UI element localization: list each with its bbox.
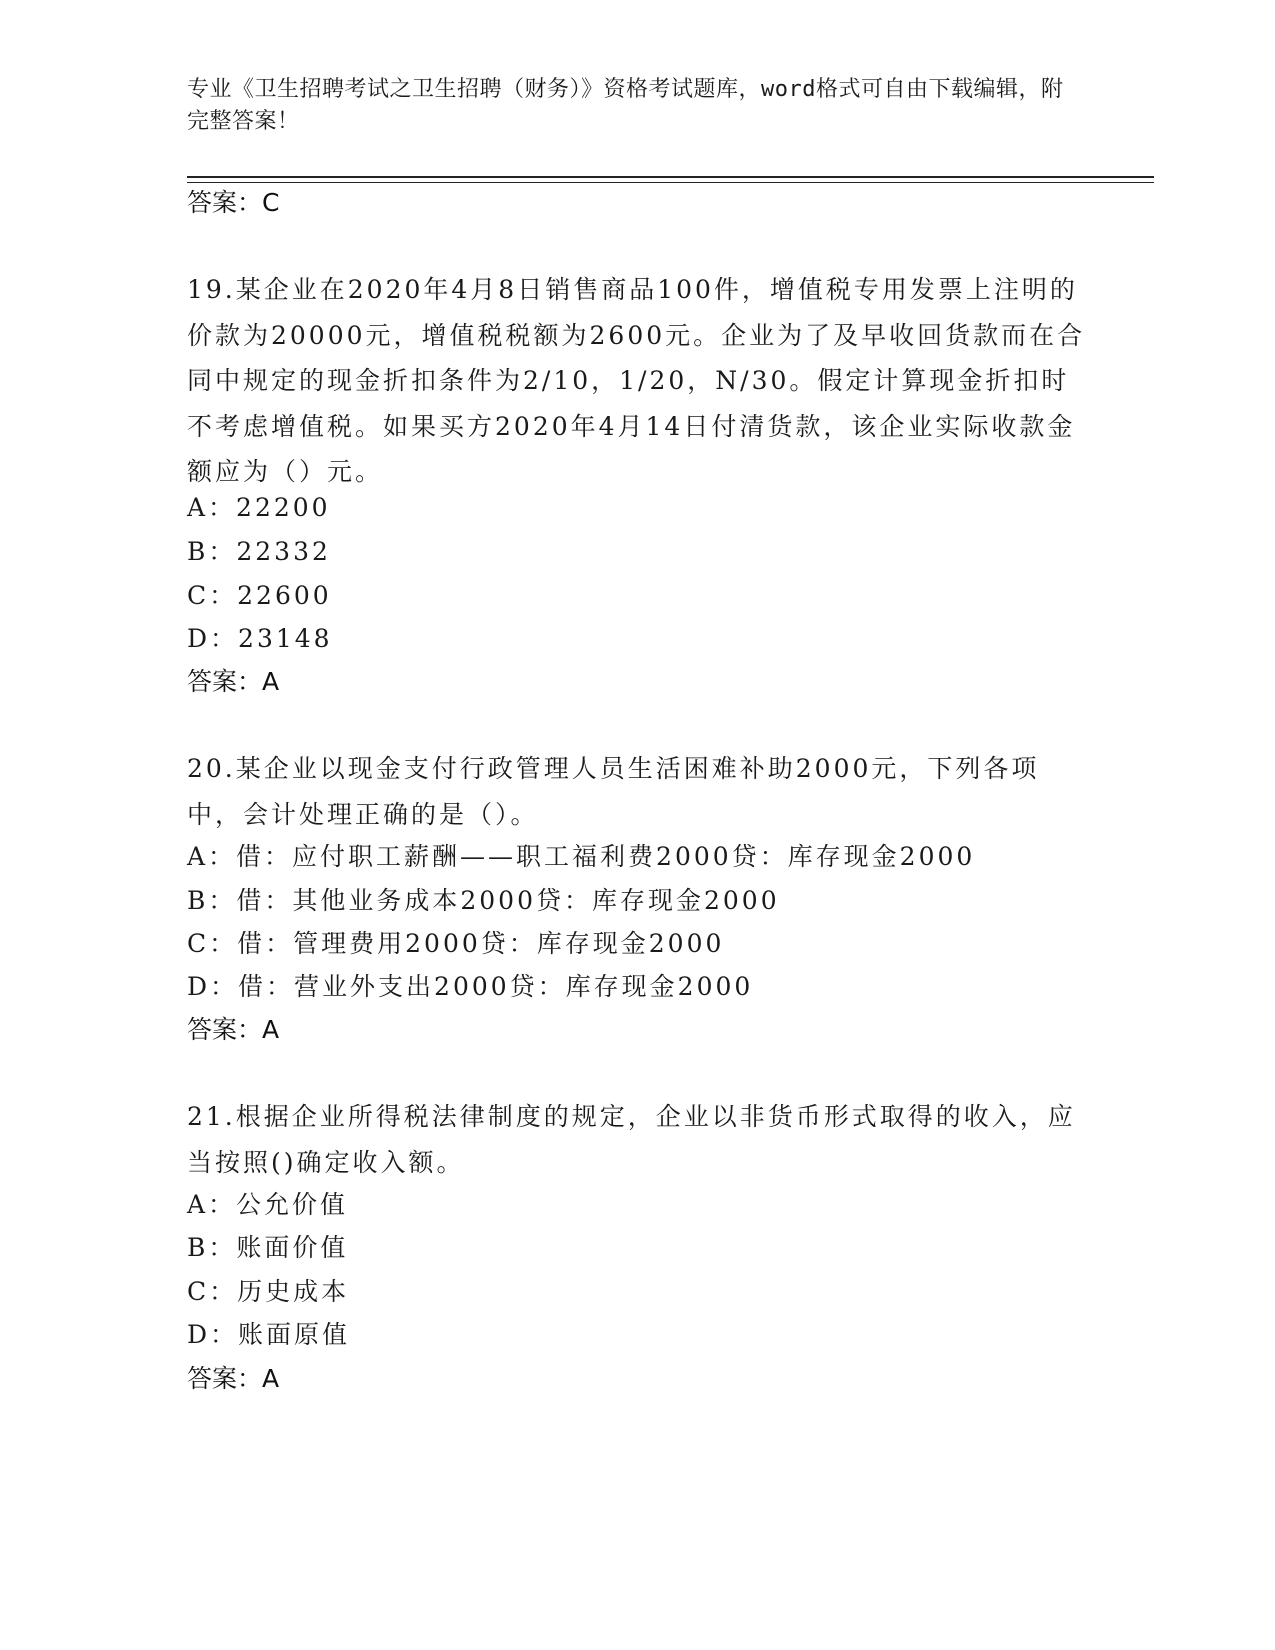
question-20-option-b: B：借：其他业务成本2000贷：库存现金2000 [187,886,780,915]
question-20-option-c: C：借：管理费用2000贷：库存现金2000 [187,929,725,958]
previous-answer: 答案：C [187,188,280,217]
question-20-option-d: D：借：营业外支出2000贷：库存现金2000 [187,972,754,1001]
question-19-option-d: D：23148 [187,624,333,653]
question-19-answer: 答案：A [187,667,280,696]
question-21-option-a: A：公允价值 [187,1190,349,1219]
header-note: 专业《卫生招聘考试之卫生招聘（财务）》资格考试题库，word格式可自由下载编辑，附完整答案！ [187,77,1064,134]
question-20-option-a: A：借：应付职工薪酬——职工福利费2000贷：库存现金2000 [187,842,976,871]
question-19-option-b: B：22332 [187,537,331,566]
question-19-option-a: A：22200 [187,493,331,522]
question-21-option-c: C：历史成本 [187,1277,350,1306]
question-20-stem: 20.某企业以现金支付行政管理人员生活困难补助2000元，下列各项中，会计处理正确的是（）。 [187,754,1040,829]
header-rule-thick [187,176,1154,178]
question-19-stem: 19.某企业在2020年4月8日销售商品100件，增值税专用发票上注明的价款为20000元，增值税税额为2600元。企业为了及早收回货款而在合同中规定的现金折扣条件为2/10，1/20，N/30。假定计算现金折扣时不考虑增值税。如果买方2020年4月14日付清货款，该企业实际收款金额应为（）元。 [187,275,1086,486]
question-21-stem: 21.根据企业所得税法律制度的规定，企业以非货币形式取得的收入，应当按照()确定收入额。 [187,1102,1076,1177]
question-21-option-d: D：账面原值 [187,1320,351,1349]
question-20-answer: 答案：A [187,1015,280,1044]
header-rule-thin [187,182,1154,183]
question-21-option-b: B：账面价值 [187,1233,349,1262]
question-21-answer: 答案：A [187,1364,280,1393]
question-19-option-c: C：22600 [187,581,332,610]
